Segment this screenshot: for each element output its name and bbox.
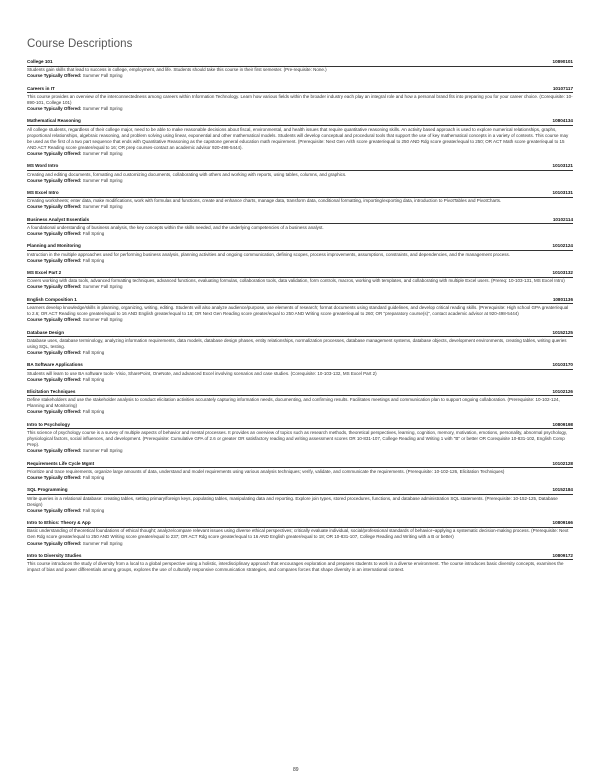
course-offered [27,106,573,112]
offered-label: Course Typically Offered: [27,151,82,157]
course-entry [27,553,573,573]
offered-terms: Fall Spring [82,350,105,355]
offered-label: Course Typically Offered: [27,106,82,112]
course-title: MS Excel Intro [27,190,59,196]
course-entry [27,330,573,357]
course-title: Elicitation Techniques [27,388,76,394]
course-header [27,59,573,67]
course-description: Database uses, database terminology, analyzing information requirements, data models, database design phases, entity relationships, normalization processes, database management systems, database objects, development environments, creating tables, writing queries using SQL, testing. [27,337,567,349]
course-code: 10804134 [552,118,573,124]
course-code: 10102126 [552,388,573,394]
course-header [27,422,573,430]
course-title: Intro to Diversity Studies [27,552,82,558]
course-code: 10103170 [552,362,573,368]
course-offered [27,409,573,415]
course-code: 10107117 [552,85,573,91]
course-title: MS Excel Part 2 [27,270,62,276]
course-entry [27,118,573,157]
course-code: 10801136 [552,296,573,302]
course-title: BA Software Applications [27,362,83,368]
course-offered [27,204,573,210]
offered-label: Course Typically Offered: [27,350,82,355]
course-entry [27,422,573,455]
offered-terms: Fall Spring [82,257,105,263]
offered-terms: Summer Fall Spring [82,106,123,112]
course-entry [27,190,573,210]
course-title: MS Word Intro [27,163,59,169]
course-title: Intro to Psychology [27,421,70,427]
course-header [27,270,573,278]
course-entry [27,217,573,237]
offered-terms: Summer Fall Spring [82,177,123,183]
course-description: Prioritize and trace requirements, organize large amounts of data, understand and model requirements using various analysis techniques; verify, validate, and communicate the requirements. (Prerequisite: 10-102-126, Elicitation Techniques) [27,468,505,474]
offered-terms: Summer Fall Spring [82,448,123,454]
course-title: Requirements Life Cycle Mgmt [27,460,95,466]
offered-terms: Fall Spring [82,376,105,382]
course-description: Creating worksheets; enter data, make modifications, work with formulas and functions, create and enhance charts, manage data, transform data, conditional formatting, importing/exporting data, introduction to PivotTables and PivotCharts. [27,198,502,204]
course-description: Instruction in the multiple approaches used for performing business analysis, planning activities and ongoing communication, defining scopes, process improvements, assumptions, constraints, and dependencies, and the management process. [27,251,511,257]
course-title: Intro to Ethics: Theory & App [27,520,91,526]
course-description: This course introduces the study of diversity from a local to a global perspective using a holistic, interdisciplinary approach that encourages exploration and prepares students to work in a diverse environment. The course introduces basic diversity concepts, examines the impact of bias and power differentials among groups, explores the use of culturally responsive communication strategies, and compares forces that shape diversity in an international context. [27,561,564,573]
offered-label: Course Typically Offered: [27,73,82,79]
offered-terms: Summer Fall Spring [82,317,123,323]
course-title: English Composition 1 [27,296,77,302]
course-entry [27,243,573,263]
course-descriptions-page [27,38,573,579]
course-title: Database Design [27,329,65,335]
course-code: 10152184 [552,487,573,493]
course-offered [27,231,573,237]
course-header [27,461,573,469]
course-entry [27,487,573,514]
page-title: Course Descriptions [27,38,133,50]
course-title: Business Analyst Essentials [27,216,90,222]
course-list [27,59,573,573]
course-header [27,217,573,225]
course-description: Learners develop knowledge/skills in planning, organizing, writing, editing. Students will also analyze audience/purpose, use elements of research; format documents using standard guidelines, and develop critical reading skills. (Prerequisite: High school GPA greater/equal to 2.6; OR ACT Reading score greater/equal to 16 AND English greater/equal to 18; OR Next Gen Reading score greater/equal to 250 AND Writing score greater/equal to 260; OR "preparatory course(s)", contact academic advisor at 920-498-5444) [27,305,569,317]
course-header [27,118,573,126]
course-title: Careers in IT [27,85,55,91]
offered-terms: Fall Spring [82,409,105,415]
course-entry [27,520,573,547]
course-offered [27,508,573,514]
course-code: 10890101 [552,59,573,64]
offered-label: Course Typically Offered: [27,409,82,415]
offered-label: Course Typically Offered: [27,474,82,480]
course-code: 10103132 [552,270,573,276]
offered-label: Course Typically Offered: [27,317,82,323]
course-header [27,389,573,397]
offered-terms: Summer Fall Spring [82,204,123,210]
course-description: A foundational understanding of business analysis, the key concepts within the skills needed, and the underlying competencies of a business analyst. [27,225,324,231]
offered-terms: Summer Fall Spring [82,540,123,546]
course-description: All college students, regardless of their college major, need to be able to make reasonable decisions about fiscal, environmental, and health issues that require quantitative reasoning skills. An activity based approach is used to explore numerical relationships, graphs, proportional relationships, algebraic reasoning, and problem solving using linear, exponential and other mathematical models. Students will develop conceptual and procedural tools that support the use of key mathematical concepts in a variety of contexts. This course may be used as the first of a two part sequence that ends with Quantitative Reasoning as the capstone general education math requirement. (Prerequisite: Next Gen Arith score greater/equal to 250 AND Rdg score greater/equal to 250; OR ACT Math score greater/equal to 15 AND ACT Reading score greater/equal to 16; OR prep courses-contact an academic advisor 920-498-5444). [27,126,569,151]
course-code: 10103121 [552,163,573,169]
course-entry [27,270,573,290]
course-code: 10102128 [552,460,573,466]
course-offered [27,151,573,157]
course-code: 10809172 [552,552,573,558]
course-header [27,243,573,251]
course-header [27,362,573,370]
offered-terms: Summer Fall Spring [82,73,123,79]
offered-label: Course Typically Offered: [27,376,82,382]
course-entry [27,461,573,481]
course-description: Define stakeholders and use the stakeholder analysis to conduct elicitation activities accurately capturing information needs, documenting, and confirming results. Facilitates meetings and communication plan to support ongoing collaboration. (Prerequisite: 10-102-124, Planning and Monitoring) [27,397,560,409]
course-description: Creating and editing documents, formatting and customizing documents, collaborating with others and working with reports, using tables, columns, and graphics. [27,171,347,177]
course-offered [27,541,573,547]
course-entry [27,59,573,79]
offered-label: Course Typically Offered: [27,177,82,183]
course-offered [27,258,573,264]
course-offered [27,350,573,356]
course-code: 10152125 [552,329,573,335]
course-header [27,330,573,338]
course-header [27,163,573,171]
course-title: Planning and Monitoring [27,243,81,249]
offered-label: Course Typically Offered: [27,284,82,290]
course-offered [27,178,573,184]
offered-label: Course Typically Offered: [27,540,82,546]
course-code: 10809166 [552,520,573,526]
offered-terms: Summer Fall Spring [82,151,123,157]
course-description: Write queries in a relational database: creating tables, setting primary/foreign keys, populating tables, manipulating data and reporting. Explore join types, stored procedures, functions, and database administration SQL statements. (Prerequisite: 10-152-125, Database Design) [27,495,558,507]
course-entry [27,362,573,382]
course-description: Covers working with data tools, advanced formatting techniques, advanced functions, evaluating formulas, collaboration tools, data validation, form controls, macros, working with templates, and collaborating with multiple Excel users. (Prereq: 10-103-131, MS Excel Intro) [27,278,565,284]
offered-label: Course Typically Offered: [27,257,82,263]
course-description: This course provides an overview of the interconnectedness among careers within Information Technology. Learn how various fields within the broader industry each play an integral role and how a personal brand fits into preparing you for your career choice. (Corequisite: 10-890-101, College 101) [27,93,573,106]
course-code: 10103131 [552,190,573,196]
course-description: This science of psychology course is a survey of multiple aspects of behavior and mental processes. It provides an overview of topics such as research methods, theoretical perspectives, learning, cognition, memory, motivation, emotions, personality, abnormal psychology, physiological factors, social influences, and development. (Prerequisite: Cumulative GPA of 2.6 or greater OR satisfactory reading and writing assessment scores OR 10-831-107, College Reading and Writing 1 with "B" or better OR Corequisite 10-831-102, English Comp Prep). [27,430,568,448]
course-entry [27,389,573,416]
course-title: Mathematical Reasoning [27,118,81,124]
course-offered [27,284,573,290]
offered-label: Course Typically Offered: [27,448,82,454]
course-code: 10809198 [552,421,573,427]
course-title: College 101 [27,59,53,64]
offered-terms: Summer Fall Spring [82,284,123,290]
course-offered [27,475,573,481]
offered-label: Course Typically Offered: [27,231,82,237]
course-offered [27,317,573,323]
course-description: Students will learn to use BA software tools- Visio, SharePoint, OneNote, and advanced Excel involving scenarios and case studies. (Corequisite: 10-103-132, MS Excel Part 2) [27,370,377,376]
offered-terms: Fall Spring [82,474,105,480]
course-description: Basic understanding of theoretical foundations of ethical thought; analyze/compare relevant issues using diverse ethical perspectives; critically evaluate individual, social/professional standards of behavior~applying a systematic decision-making process. (Prerequisite: Next Gen Rdg score greater/equal to 250 AND Writing score greater/equal to 237; OR ACT Rdg score greater/equal to 16 AND English greater/equal to 18; OR 10-831-107, College Reading and Writing with a B or better) [27,528,569,540]
course-entry [27,163,573,183]
course-header [27,520,573,528]
offered-label: Course Typically Offered: [27,507,82,513]
course-header [27,553,573,561]
course-offered [27,377,573,383]
course-header [27,190,573,198]
course-description: Students gain skills that lead to success in college, employment, and life. Students should take this course in their first semester. (Pre-requisite: None.) [27,67,327,73]
course-code: 10102124 [552,243,573,249]
course-code: 10102114 [552,216,573,222]
page-number: 89 [293,767,299,773]
course-header [27,487,573,495]
course-entry [27,86,573,113]
offered-label: Course Typically Offered: [27,204,82,210]
course-offered [27,448,573,454]
course-header [27,297,573,305]
course-title: SQL Programming [27,487,68,493]
course-entry [27,297,573,324]
offered-terms: Fall Spring [82,507,105,513]
course-offered [27,73,573,79]
course-header [27,86,573,94]
offered-terms: Fall Spring [82,231,105,237]
